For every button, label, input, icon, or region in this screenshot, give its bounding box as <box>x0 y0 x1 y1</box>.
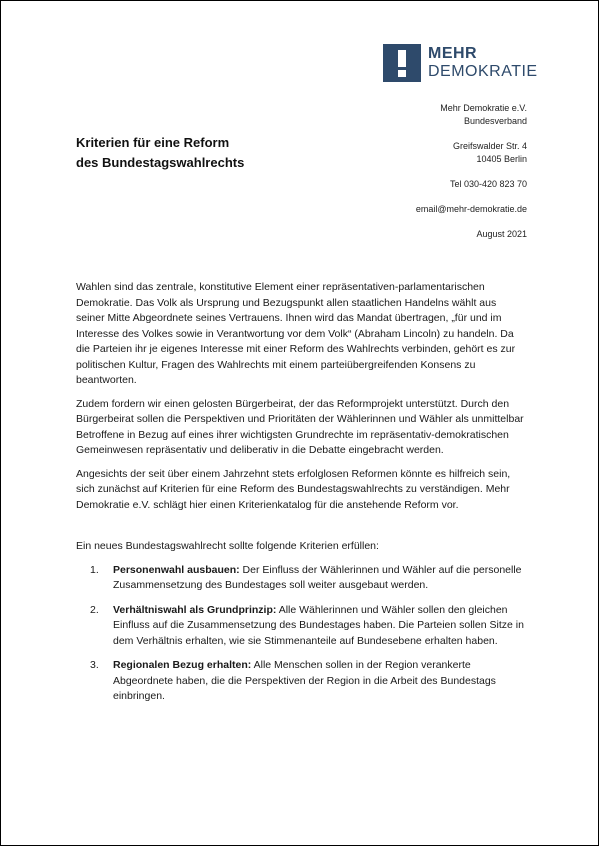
list-item <box>76 563 526 594</box>
paragraph-2: Zudem fordern wir einen gelosten Bürgerbeirat, der das Reformprojekt unterstützt. Durch den Bürgerbeirat sollen die Perspektiven und Prioritäten der Wählerinnen und Wähler als unmittelbar Betroffene in Bezug auf eines ihrer wichtigsten Grundrechte im repräsentativ-demokratischen Gemeinwesen repräsentativ und deliberativ in die Debatte eingebracht werden. <box>76 397 524 456</box>
list-item <box>76 658 526 705</box>
criterion-text: Alle Menschen sollen in der Region verankerte Abgeordnete haben, die die Perspektiven der Region in die Arbeit des Bundestags einbringen. <box>113 659 496 702</box>
list-number: 2. <box>90 603 99 616</box>
paragraph-1: Wahlen sind das zentrale, konstitutive Element einer repräsentativen-parlamentarischen Demokratie. Das Volk als Ursprung und Bezugspunkt allen staatlichen Handelns wählt aus seiner Mitte Abgeordnete seines Vertrauens. Ihnen wird das Mandat übertragen, „für und im Interesse des Volkes sowie in Verantwortung vor dem Volk“ (Abraham Lincoln) zu handeln. Da die Parteien ihr je eigenes Interesse mit einer Reform des Wahlrechts verbinden, gehört es zur politischen Kultur, Fragen des Wahlrechts mit einem parteiübergreifenden Konsens zu beantworten. <box>76 281 516 386</box>
sender-org: Mehr Demokratie e.V. <box>440 103 527 113</box>
criterion-heading: Verhältniswahl als Grundprinzip: <box>113 603 277 616</box>
criterion-text: Der Einfluss der Wählerinnen und Wähler auf die personelle Zusammensetzung des Bundestages soll weiter ausgebaut werden. <box>113 563 522 591</box>
title-line-1: Kriterien für eine Reform <box>76 135 230 150</box>
sender-street: Greifswalder Str. 4 <box>452 141 527 151</box>
list-item <box>76 603 526 650</box>
criteria-intro: Ein neues Bundestagswahlrecht sollte folgende Kriterien erfüllen: <box>76 540 379 552</box>
document-title <box>76 133 244 173</box>
sender-email: email@mehr-demokratie.de <box>415 204 527 214</box>
sender-tel: Tel 030-420 823 70 <box>449 179 527 189</box>
exclamation-logo-icon <box>383 44 421 82</box>
paragraph-3: Angesichts der seit über einem Jahrzehnt stets erfolglosen Reformen könnte es hilfreich sein, sich zunächst auf Kriterien für eine Reform des Bundestagswahlrechts zu verständigen. Mehr Demokratie e.V. schlägt hier einen Kriterienkatalog für die anstehende Reform vor. <box>76 467 511 511</box>
logo-line-1: MEHR <box>428 45 478 62</box>
logo-wordmark <box>428 46 538 80</box>
sender-city: 10405 Berlin <box>476 154 527 164</box>
criterion-heading: Regionalen Bezug erhalten: <box>113 659 252 671</box>
title-line-2: des Bundestagswahlrechts <box>76 155 245 170</box>
document-body <box>76 280 526 714</box>
criterion-text: Alle Wählerinnen und Wähler sollen den gleichen Einfluss auf die Zusammensetzung des Bundestages haben. Die Parteien sollen Sitze in dem Verhältnis erhalten, wie sie Stimmenanteile auf Bundesebene erhalten haben. <box>113 603 524 647</box>
logo-line-2: DEMOKRATIE <box>428 63 538 80</box>
sender-division: Bundesverband <box>463 116 527 126</box>
criteria-list <box>76 563 526 705</box>
criterion-heading: Personenwahl ausbauen: <box>113 563 240 576</box>
list-number: 1. <box>90 563 99 576</box>
mehr-demokratie-logo <box>383 44 538 82</box>
list-number: 3. <box>90 659 99 671</box>
sender-address-block <box>416 102 527 241</box>
document-date: August 2021 <box>476 229 527 239</box>
